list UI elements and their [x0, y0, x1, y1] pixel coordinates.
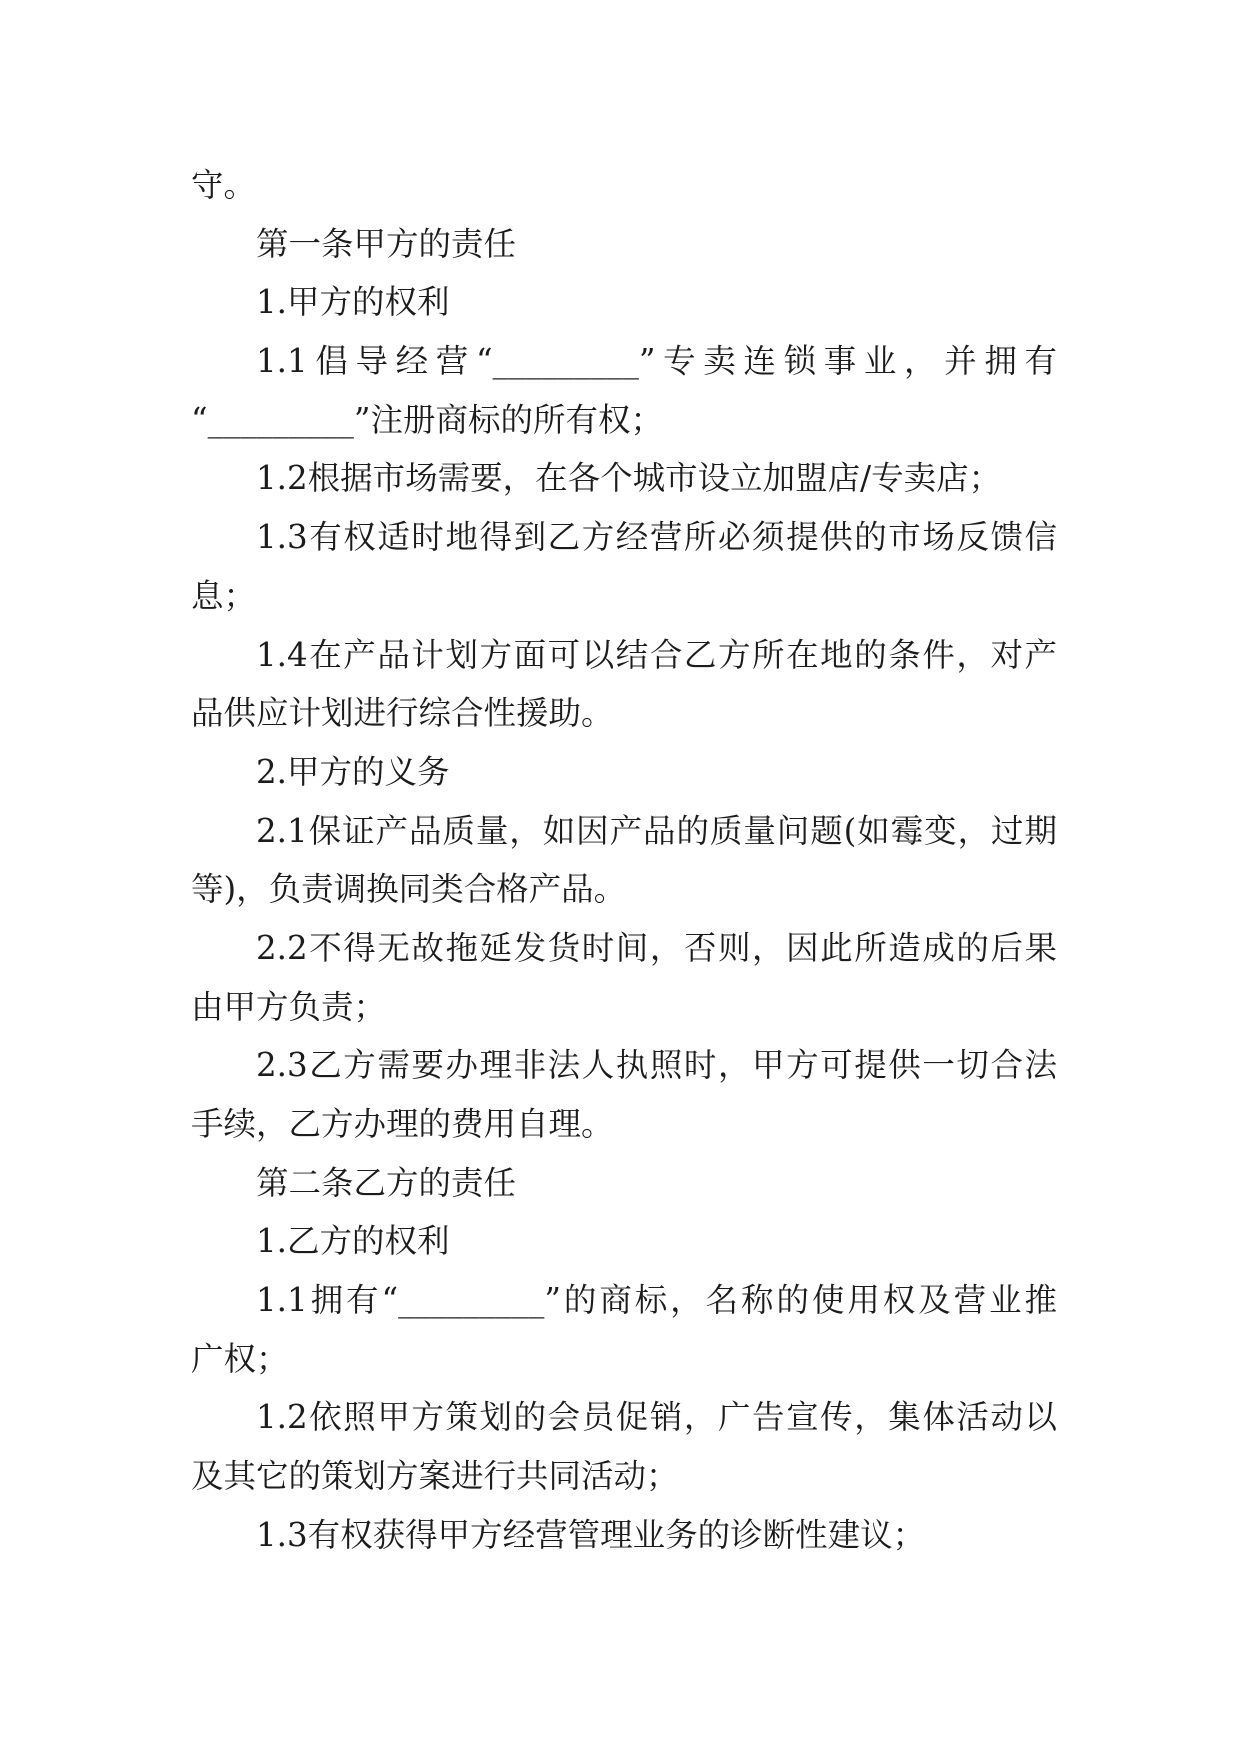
clause [191, 1036, 1057, 1153]
paragraph-line: 守。 [191, 166, 257, 204]
paragraph-line: 广权； [191, 1339, 289, 1378]
clause [191, 449, 1057, 508]
paragraph-line: 1.1拥有“_________”的商标，名称的使用权及营业推 [256, 1281, 1057, 1320]
section-heading-text: 1.甲方的权利 [256, 283, 450, 322]
paragraph-line: 1.3有权适时地得到乙方经营所必须提供的市场反馈信 [256, 518, 1057, 557]
paragraph-line: 2.1保证产品质量，如因产品的质量问题(如霉变，过期 [256, 811, 1057, 850]
article-heading [191, 1154, 1057, 1213]
paragraph-line: 手续，乙方办理的费用自理。 [191, 1105, 614, 1143]
clause [191, 1388, 1057, 1505]
section-heading [191, 1212, 1057, 1271]
section-heading [191, 273, 1057, 332]
document-body [191, 156, 1057, 1565]
article-heading-text: 第二条乙方的责任 [256, 1163, 517, 1202]
paragraph-line: 1.3有权获得甲方经营管理业务的诊断性建议； [256, 1515, 926, 1554]
paragraph-line: 1.4在产品计划方面可以结合乙方所在地的条件，对产 [256, 635, 1057, 674]
paragraph-line: 品供应计划进行综合性援助。 [191, 694, 614, 733]
clause [191, 802, 1057, 919]
article-heading-text: 第一条甲方的责任 [256, 224, 517, 263]
clause [191, 919, 1057, 1036]
paragraph-line: 2.2不得无故拖延发货时间，否则，因此所造成的后果 [256, 928, 1057, 967]
clause [191, 332, 1057, 449]
paragraph-line: 1.2根据市场需要，在各个城市设立加盟店/专卖店； [256, 459, 1002, 498]
paragraph-line: 1.1倡导经营“_________”专卖连锁事业，并拥有 [256, 342, 1057, 381]
clause [191, 1271, 1057, 1388]
section-heading [191, 743, 1057, 802]
clause [191, 508, 1057, 625]
section-heading-text: 2.甲方的义务 [256, 752, 450, 791]
paragraph-line: 息； [191, 576, 257, 615]
continued-paragraph [191, 156, 1057, 215]
paragraph-line: 1.2依照甲方策划的会员促销，广告宣传，集体活动以 [256, 1398, 1057, 1437]
paragraph-line: 2.3乙方需要办理非法人执照时，甲方可提供一切合法 [256, 1046, 1057, 1085]
paragraph-line: “_________”注册商标的所有权； [191, 400, 663, 439]
article-heading [191, 215, 1057, 274]
clause [191, 626, 1057, 743]
paragraph-line: 由甲方负责； [191, 987, 387, 1026]
paragraph-line: 及其它的策划方案进行共同活动； [191, 1457, 679, 1496]
section-heading-text: 1.乙方的权利 [256, 1222, 450, 1261]
paragraph-line: 等)，负责调换同类合格产品。 [191, 870, 627, 909]
clause [191, 1506, 1057, 1565]
